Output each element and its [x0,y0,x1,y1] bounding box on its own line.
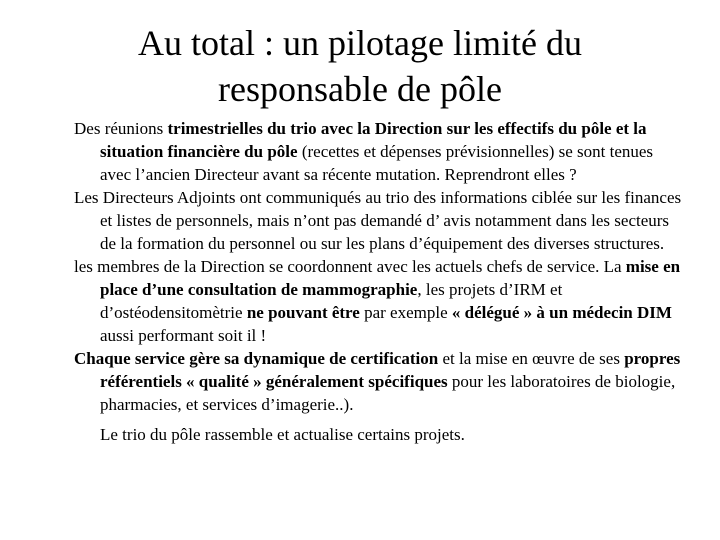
slide-body [74,117,686,446]
paragraph-meetings [74,117,686,186]
p4-bold-1: Chaque service gère sa dynamique de certification [74,349,439,368]
p4-bold-2: propres référentiels « qualité » généralement spécifiques [100,349,681,391]
title-line-1: Au total : un pilotage limité du [138,23,582,63]
p3-text-4: aussi performant soit il ! [100,326,267,345]
paragraph-direction-members [74,255,686,347]
p3-text-1: les membres de la Direction se coordonnent avec les actuels chefs de service. La [74,257,626,276]
p3-text-2: , les projets d’IRM et d’ostéodensitomètrie [100,280,563,322]
p4-text-1: et la mise en œuvre de ses [438,349,625,368]
p2-text-1: Les Directeurs Adjoints ont communiqués au trio des informations ciblée sur les finances et listes de personnels, mais n’ont pas demandé d’ avis notamment dans les secteurs de la formation du personnel ou sur les plans d’équipement des diverses structures. [74,188,682,253]
paragraph-deputy-directors [74,186,686,255]
title-line-2: responsable de pôle [218,69,502,109]
paragraph-trio-projects [74,423,686,446]
p5-text-1: Le trio du pôle rassemble et actualise certains projets. [100,425,465,444]
p1-text-1: Des réunions [74,119,168,138]
p3-text-3: par exemple [359,303,452,322]
p1-text-2: (recettes et dépenses prévisionnelles) se sont tenues avec l’ancien Directeur avant sa récente mutation. Reprendront elles ? [100,142,654,184]
p1-bold-1: trimestrielles du trio avec la Direction sur les effectifs du pôle et la situation financière du pôle [100,119,647,161]
p3-bold-2: ne pouvant être [246,303,360,322]
p3-bold-3: « délégué » à un médecin DIM [451,303,672,322]
p4-text-2: pour les laboratoires de biologie, pharmacies, et services d’imagerie..). [100,372,676,414]
slide-title [40,20,680,112]
paragraph-certification [74,347,686,416]
p3-bold-1: mise en place d’une consultation de mammographie [100,257,681,299]
